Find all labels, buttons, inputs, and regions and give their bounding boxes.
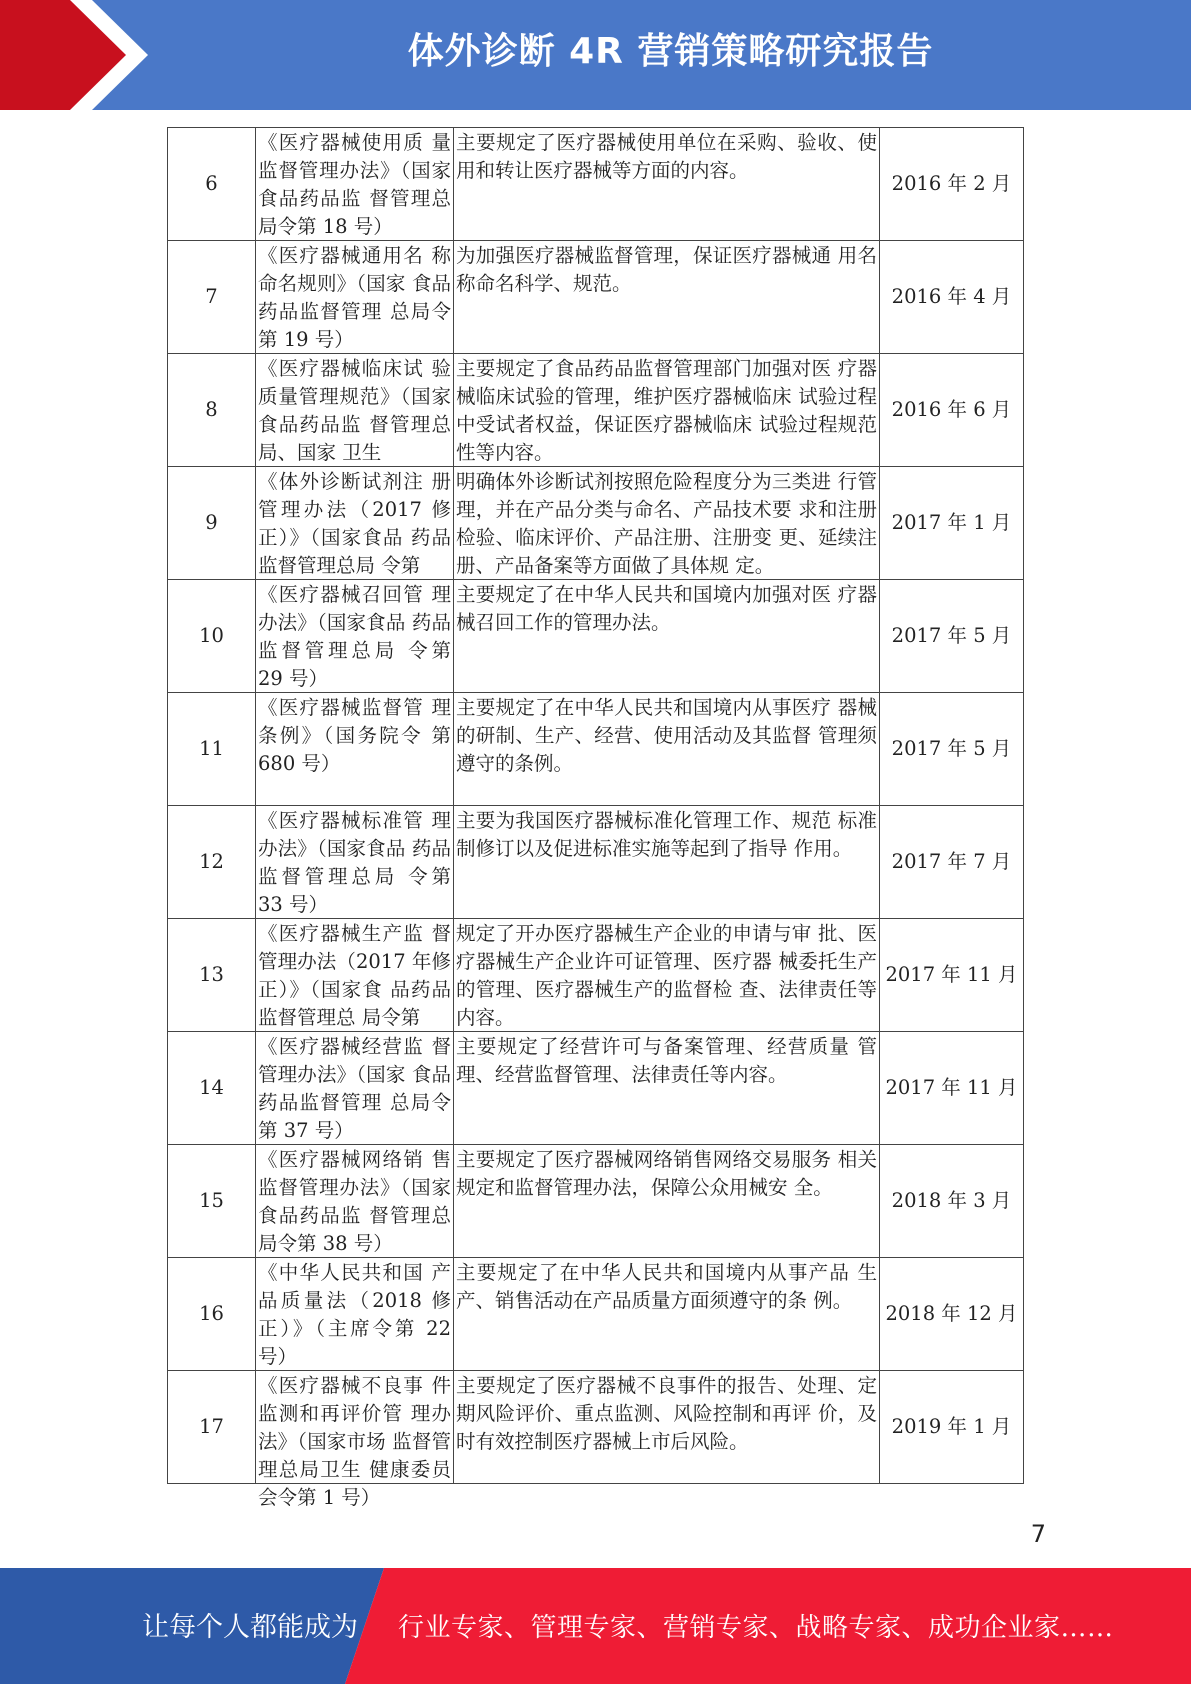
regulation-name-cell xyxy=(256,467,454,580)
regulation-name: 《医疗器械不良事 件监测和再评价管 理办法》（国家市场 监督管理总局卫生 健康委员会令第 1 号） xyxy=(258,1374,451,1509)
regulation-name-cell xyxy=(256,1032,454,1145)
row-number: 11 xyxy=(199,737,224,760)
regulation-name-cell xyxy=(256,806,454,919)
regulation-name: 《医疗器械网络销 售监督管理办法》（国家食品药品监 督管理总局令第 38 号） xyxy=(258,1148,451,1255)
row-number-cell xyxy=(168,806,256,919)
regulation-name-cell xyxy=(256,1371,454,1509)
row-number-cell xyxy=(168,1145,256,1258)
page-title: 体外诊断 4R 营销策略研究报告 xyxy=(407,31,934,72)
regulation-description-cell xyxy=(454,1145,880,1258)
row-number-cell xyxy=(168,693,256,806)
row-number: 12 xyxy=(199,850,224,873)
issue-date: 2017 年 11 月 xyxy=(885,963,1018,986)
regulation-table xyxy=(167,127,1023,1509)
issue-date-cell xyxy=(880,580,1024,693)
row-number-cell xyxy=(168,1032,256,1145)
regulation-description: 主要规定了医疗器械不良事件的报告、处理、定期风险评价、重点监测、风险控制和再评 价，及时有效控制医疗器械上市后风险。 xyxy=(456,1374,877,1453)
table-row xyxy=(168,1145,1024,1258)
page-header xyxy=(0,0,1191,110)
regulation-name: 《医疗器械通用名 称命名规则》（国家 食品药品监督管理 总局令第 19 号） xyxy=(258,244,451,351)
row-number: 15 xyxy=(199,1189,224,1212)
row-number: 14 xyxy=(199,1076,224,1099)
issue-date: 2016 年 6 月 xyxy=(891,398,1012,421)
table-row xyxy=(168,580,1024,693)
page-number: 7 xyxy=(1030,1520,1046,1548)
row-number-cell xyxy=(168,580,256,693)
issue-date-cell xyxy=(880,354,1024,467)
issue-date: 2018 年 12 月 xyxy=(885,1302,1018,1325)
row-number-cell xyxy=(168,467,256,580)
issue-date: 2017 年 11 月 xyxy=(885,1076,1018,1099)
regulation-description-cell xyxy=(454,1258,880,1371)
regulation-name-cell xyxy=(256,1145,454,1258)
regulation-description-cell xyxy=(454,919,880,1032)
regulation-description-cell xyxy=(454,806,880,919)
row-number: 6 xyxy=(205,172,218,195)
regulation-description-cell xyxy=(454,241,880,354)
regulation-description: 主要规定了医疗器械使用单位在采购、验收、使用和转让医疗器械等方面的内容。 xyxy=(456,131,877,182)
regulation-name: 《医疗器械监督管 理条例》（国务院令 第 680 号） xyxy=(258,696,451,775)
row-number-cell xyxy=(168,354,256,467)
regulation-name-cell xyxy=(256,580,454,693)
regulation-description-cell xyxy=(454,1371,880,1484)
table-row xyxy=(168,1032,1024,1145)
regulation-name-cell xyxy=(256,693,454,806)
row-number: 13 xyxy=(199,963,224,986)
regulation-name: 《医疗器械标准管 理办法》（国家食品 药品监督管理总局 令第 33 号） xyxy=(258,809,451,916)
table-row xyxy=(168,467,1024,580)
table-row xyxy=(168,693,1024,806)
regulation-name: 《医疗器械生产监 督管理办法（2017 年修正）》（国家食 品药品监督管理总 局令第 xyxy=(258,922,451,1029)
regulation-name-cell xyxy=(256,354,454,467)
issue-date-cell xyxy=(880,1145,1024,1258)
regulation-name: 《医疗器械临床试 验质量管理规范》（国家食品药品监 督管理总局、国家 卫生 xyxy=(258,357,451,464)
regulation-description-cell xyxy=(454,467,880,580)
row-number: 10 xyxy=(199,624,224,647)
issue-date-cell xyxy=(880,919,1024,1032)
regulation-description: 主要为我国医疗器械标准化管理工作、规范 标准制修订以及促进标准实施等起到了指导 作用。 xyxy=(456,809,877,860)
issue-date: 2018 年 3 月 xyxy=(891,1189,1012,1212)
issue-date-cell xyxy=(880,1371,1024,1484)
regulation-description-cell xyxy=(454,693,880,806)
table-row xyxy=(168,128,1024,241)
footer-slogan-right: 行业专家、管理专家、营销专家、战略专家、成功企业家…… xyxy=(398,1613,1114,1643)
row-number-cell xyxy=(168,128,256,241)
table-row xyxy=(168,1258,1024,1371)
footer-slogan-left: 让每个人都能成为 xyxy=(142,1612,358,1643)
row-number: 8 xyxy=(205,398,218,421)
regulation-description: 主要规定了在中华人民共和国境内从事医疗 器械的研制、生产、经营、使用活动及其监督 管理须遵守的条例。 xyxy=(456,696,877,775)
issue-date: 2017 年 7 月 xyxy=(891,850,1012,873)
regulation-description: 主要规定了经营许可与备案管理、经营质量 管理、经营监督管理、法律责任等内容。 xyxy=(456,1035,877,1086)
issue-date-cell xyxy=(880,806,1024,919)
regulation-description: 主要规定了医疗器械网络销售网络交易服务 相关规定和监督管理办法，保障公众用械安 全。 xyxy=(456,1148,877,1199)
regulation-description: 明确体外诊断试剂按照危险程度分为三类进 行管理，并在产品分类与命名、产品技术要 求和注册检验、临床评价、产品注册、注册变 更、延续注册、产品备案等方面做了具体规 定。 xyxy=(456,470,877,577)
table-row xyxy=(168,354,1024,467)
table-row xyxy=(168,806,1024,919)
issue-date-cell xyxy=(880,128,1024,241)
issue-date: 2017 年 5 月 xyxy=(891,624,1012,647)
table-row xyxy=(168,1371,1024,1484)
regulation-name: 《中华人民共和国 产品质量法（2018 修正）》（主席令第 22 号） xyxy=(258,1261,451,1368)
regulation-name-cell xyxy=(256,1258,454,1371)
regulation-description-cell xyxy=(454,580,880,693)
row-number-cell xyxy=(168,241,256,354)
issue-date-cell xyxy=(880,1032,1024,1145)
row-number: 17 xyxy=(199,1415,224,1438)
issue-date-cell xyxy=(880,1258,1024,1371)
row-number-cell xyxy=(168,1371,256,1484)
row-number-cell xyxy=(168,919,256,1032)
issue-date: 2019 年 1 月 xyxy=(891,1415,1012,1438)
regulation-name-cell xyxy=(256,919,454,1032)
regulation-name: 《医疗器械召回管 理办法》（国家食品 药品监督管理总局 令第 29 号） xyxy=(258,583,451,690)
issue-date: 2017 年 1 月 xyxy=(891,511,1012,534)
regulation-name: 《医疗器械使用质 量监督管理办法》（国家食品药品监 督管理总局令第 18 号） xyxy=(258,131,451,238)
regulation-description-cell xyxy=(454,354,880,467)
chevron-arrow-icon xyxy=(0,0,160,110)
issue-date: 2016 年 2 月 xyxy=(891,172,1012,195)
regulation-name-cell xyxy=(256,128,454,241)
row-number: 16 xyxy=(199,1302,224,1325)
issue-date-cell xyxy=(880,693,1024,806)
regulation-description: 主要规定了在中华人民共和国境内加强对医 疗器械召回工作的管理办法。 xyxy=(456,583,877,634)
row-number: 7 xyxy=(205,285,218,308)
table-row xyxy=(168,241,1024,354)
issue-date-cell xyxy=(880,241,1024,354)
regulation-description: 为加强医疗器械监督管理，保证医疗器械通 用名称命名科学、规范。 xyxy=(456,244,877,295)
regulation-description: 规定了开办医疗器械生产企业的申请与审 批、医疗器械生产企业许可证管理、医疗器 械委托生产的管理、医疗器械生产的监督检 查、法律责任等内容。 xyxy=(456,922,877,1029)
issue-date-cell xyxy=(880,467,1024,580)
regulation-description: 主要规定了食品药品监督管理部门加强对医 疗器械临床试验的管理，维护医疗器械临床 试验过程中受试者权益，保证医疗器械临床 试验过程规范性等内容。 xyxy=(456,357,877,464)
regulation-name: 《体外诊断试剂注 册管理办法（2017 修正）》（国家食品 药品监督管理总局 令第 xyxy=(258,470,451,577)
row-number: 9 xyxy=(205,511,218,534)
regulation-description: 主要规定了在中华人民共和国境内从事产品 生产、销售活动在产品质量方面须遵守的条 例。 xyxy=(456,1261,877,1312)
regulation-description-cell xyxy=(454,128,880,241)
regulation-name: 《医疗器械经营监 督管理办法》（国家 食品药品监督管理 总局令第 37 号） xyxy=(258,1035,451,1142)
issue-date: 2016 年 4 月 xyxy=(891,285,1012,308)
regulation-description-cell xyxy=(454,1032,880,1145)
table-row xyxy=(168,919,1024,1032)
page-footer xyxy=(0,1568,1191,1684)
regulation-name-cell xyxy=(256,241,454,354)
issue-date: 2017 年 5 月 xyxy=(891,737,1012,760)
row-number-cell xyxy=(168,1258,256,1371)
